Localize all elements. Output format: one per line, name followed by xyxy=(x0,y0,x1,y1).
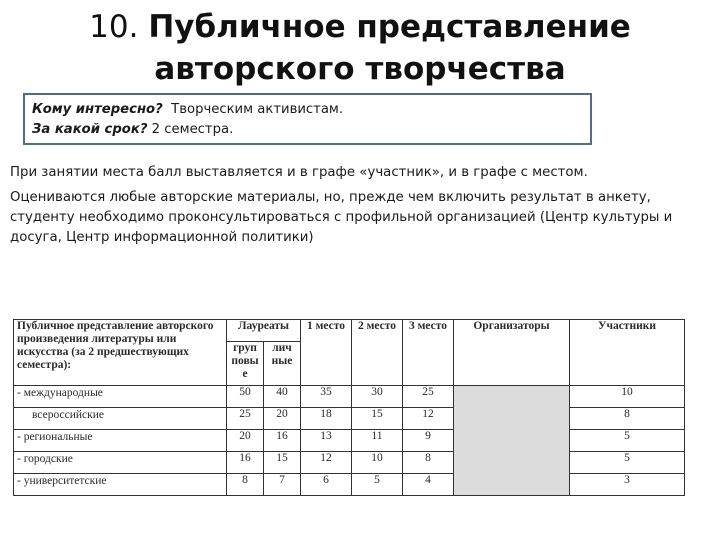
scoring-table xyxy=(13,319,685,496)
row-label: - городские xyxy=(14,452,227,474)
cell-participants: 10 xyxy=(570,386,685,408)
cell-place-3: 25 xyxy=(403,386,454,408)
row-label: - региональные xyxy=(14,430,227,452)
cell-participants: 5 xyxy=(570,452,685,474)
header-participants: Участники xyxy=(570,320,685,386)
info-row-audience xyxy=(32,100,583,120)
question-duration: За какой срок? xyxy=(32,122,148,137)
row-label: - университетские xyxy=(14,474,227,496)
cell-personal: 20 xyxy=(264,408,301,430)
cell-participants: 8 xyxy=(570,408,685,430)
table-row xyxy=(14,452,685,474)
cell-place-3: 8 xyxy=(403,452,454,474)
cell-place-1: 6 xyxy=(301,474,352,496)
cell-group: 16 xyxy=(227,452,264,474)
cell-place-1: 12 xyxy=(301,452,352,474)
cell-personal: 7 xyxy=(264,474,301,496)
cell-group: 8 xyxy=(227,474,264,496)
cell-place-2: 5 xyxy=(352,474,403,496)
cell-personal: 16 xyxy=(264,430,301,452)
slide-title xyxy=(40,6,680,90)
row-label: - международные xyxy=(14,386,227,408)
cell-place-3: 12 xyxy=(403,408,454,430)
table-row xyxy=(14,408,685,430)
table-row xyxy=(14,430,685,452)
header-place-1: 1 место xyxy=(301,320,352,386)
cell-place-1: 13 xyxy=(301,430,352,452)
info-row-duration xyxy=(32,120,583,140)
answer-duration: 2 семестра. xyxy=(151,122,234,137)
header-personal: лич ные xyxy=(264,342,301,386)
question-audience: Кому интересно? xyxy=(32,102,163,117)
cell-participants: 3 xyxy=(570,474,685,496)
header-organizers: Организаторы xyxy=(454,320,570,386)
cell-place-1: 18 xyxy=(301,408,352,430)
table-row xyxy=(14,386,685,408)
cell-place-2: 15 xyxy=(352,408,403,430)
title-line1-text: Публичное представление xyxy=(148,9,631,45)
info-box xyxy=(23,93,592,145)
cell-group: 25 xyxy=(227,408,264,430)
header-laureates: Лауреаты xyxy=(227,320,301,342)
header-group: груп повы е xyxy=(227,342,264,386)
cell-participants: 5 xyxy=(570,430,685,452)
header-category: Публичное представление авторского произведения литературы или искусства (за 2 предшествующих семестра): xyxy=(14,320,227,386)
title-number: 10. xyxy=(89,9,139,45)
cell-place-2: 10 xyxy=(352,452,403,474)
cell-group: 20 xyxy=(227,430,264,452)
paragraph-evaluation-note: Оцениваются любые авторские материалы, но, прежде чем включить результат в анкету, студенту необходимо проконсультироваться с профильной организацией (Центр культуры и досуга, Центр информационной политики) xyxy=(10,190,673,245)
table-header-row xyxy=(14,320,685,342)
title-line-1 xyxy=(40,6,680,48)
row-label: всероссийские xyxy=(14,408,227,430)
paragraph-scoring-rule: При занятии места балл выставляется и в графе «участник», и в графе с местом. xyxy=(10,165,588,180)
cell-place-3: 4 xyxy=(403,474,454,496)
cell-organizers-shaded xyxy=(454,386,570,496)
header-place-2: 2 место xyxy=(352,320,403,386)
cell-place-3: 9 xyxy=(403,430,454,452)
header-place-3: 3 место xyxy=(403,320,454,386)
cell-personal: 40 xyxy=(264,386,301,408)
cell-group: 50 xyxy=(227,386,264,408)
cell-personal: 15 xyxy=(264,452,301,474)
cell-place-1: 35 xyxy=(301,386,352,408)
table-row xyxy=(14,474,685,496)
cell-place-2: 30 xyxy=(352,386,403,408)
answer-audience: Творческим активистам. xyxy=(171,102,344,117)
cell-place-2: 11 xyxy=(352,430,403,452)
title-line-2: авторского творчества xyxy=(154,51,566,87)
